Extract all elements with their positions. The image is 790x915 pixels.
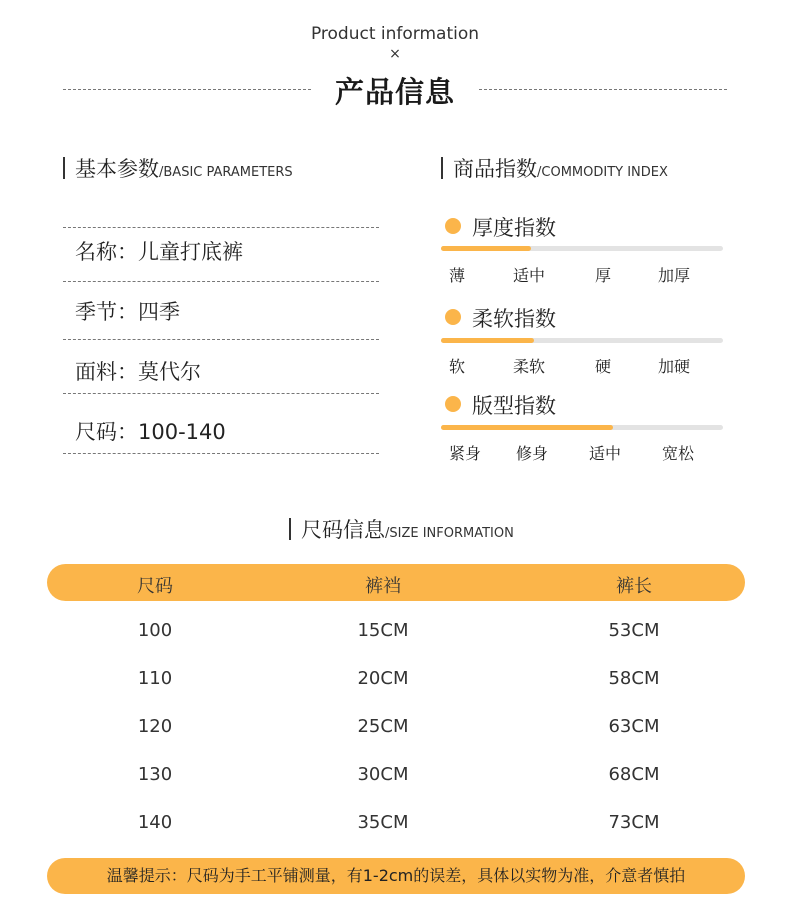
length-cell: 58CM [608, 668, 660, 689]
length-cell: 53CM [608, 620, 660, 641]
size-info-subtitle: /SIZE INFORMATION [385, 526, 514, 541]
table-row [0, 620, 790, 644]
thickness-level: 适中 [513, 266, 546, 285]
thickness-index-title: 厚度指数 [472, 216, 556, 240]
size-cell: 120 [137, 716, 173, 737]
size-header-length: 裤长 [616, 576, 652, 597]
softness-index-track [441, 338, 723, 343]
fit-level: 宽松 [662, 444, 695, 463]
size-cell: 110 [137, 668, 173, 689]
thickness-index-fill [441, 246, 531, 251]
size-header-rise: 裤裆 [365, 576, 401, 597]
length-cell: 63CM [608, 716, 660, 737]
length-cell: 68CM [608, 764, 660, 785]
param-size: 尺码：100-140 [75, 420, 226, 444]
basic-params-subtitle: /BASIC PARAMETERS [159, 165, 293, 180]
rise-cell: 15CM [357, 620, 409, 641]
page-title: 产品信息 [334, 75, 455, 109]
heading-bar [63, 157, 65, 179]
commodity-index-subtitle: /COMMODITY INDEX [537, 165, 668, 180]
close-icon: × [389, 46, 401, 62]
commodity-index-title: 商品指数 [453, 157, 537, 181]
param-name: 名称：儿童打底裤 [75, 240, 243, 264]
softness-index-fill [441, 338, 534, 343]
fit-index-title: 版型指数 [472, 394, 556, 418]
size-cell: 100 [137, 620, 173, 641]
softness-level: 软 [449, 357, 466, 376]
heading-bar [441, 157, 443, 179]
basic-params-title: 基本参数 [75, 157, 159, 181]
thickness-level: 薄 [449, 266, 466, 285]
softness-level: 柔软 [513, 357, 546, 376]
size-info-heading [289, 514, 514, 544]
thickness-level: 厚 [595, 266, 612, 285]
table-row [0, 812, 790, 836]
param-fabric: 面料：莫代尔 [75, 360, 201, 384]
size-info-title: 尺码信息 [301, 518, 385, 542]
fit-level: 修身 [516, 444, 549, 463]
fit-index-fill [441, 425, 613, 430]
rise-cell: 20CM [357, 668, 409, 689]
param-divider [63, 339, 379, 340]
header-divider-right [479, 89, 727, 90]
size-disclaimer-tip: 温馨提示：尺码为手工平铺测量，有1-2cm的误差，具体以实物为准，介意者慎拍 [47, 858, 745, 894]
index-dot-icon [445, 396, 461, 412]
index-dot-icon [445, 309, 461, 325]
softness-index-title: 柔软指数 [472, 307, 556, 331]
commodity-index-heading [441, 153, 668, 183]
fit-index-track [441, 425, 723, 430]
thickness-level: 加厚 [658, 266, 691, 285]
table-row [0, 716, 790, 740]
length-cell: 73CM [608, 812, 660, 833]
param-divider [63, 453, 379, 454]
header-english-title: Product information [310, 24, 480, 44]
param-divider [63, 393, 379, 394]
thickness-index-track [441, 246, 723, 251]
rise-cell: 30CM [357, 764, 409, 785]
softness-level: 硬 [595, 357, 612, 376]
param-divider [63, 281, 379, 282]
rise-cell: 25CM [357, 716, 409, 737]
size-cell: 130 [137, 764, 173, 785]
param-season: 季节：四季 [75, 300, 180, 324]
fit-level: 适中 [589, 444, 622, 463]
fit-level: 紧身 [449, 444, 482, 463]
size-header-size: 尺码 [137, 576, 173, 597]
basic-params-heading [63, 153, 293, 183]
table-row [0, 668, 790, 692]
rise-cell: 35CM [357, 812, 409, 833]
index-dot-icon [445, 218, 461, 234]
size-cell: 140 [137, 812, 173, 833]
table-row [0, 764, 790, 788]
heading-bar [289, 518, 291, 540]
param-divider [63, 227, 379, 228]
softness-level: 加硬 [658, 357, 691, 376]
